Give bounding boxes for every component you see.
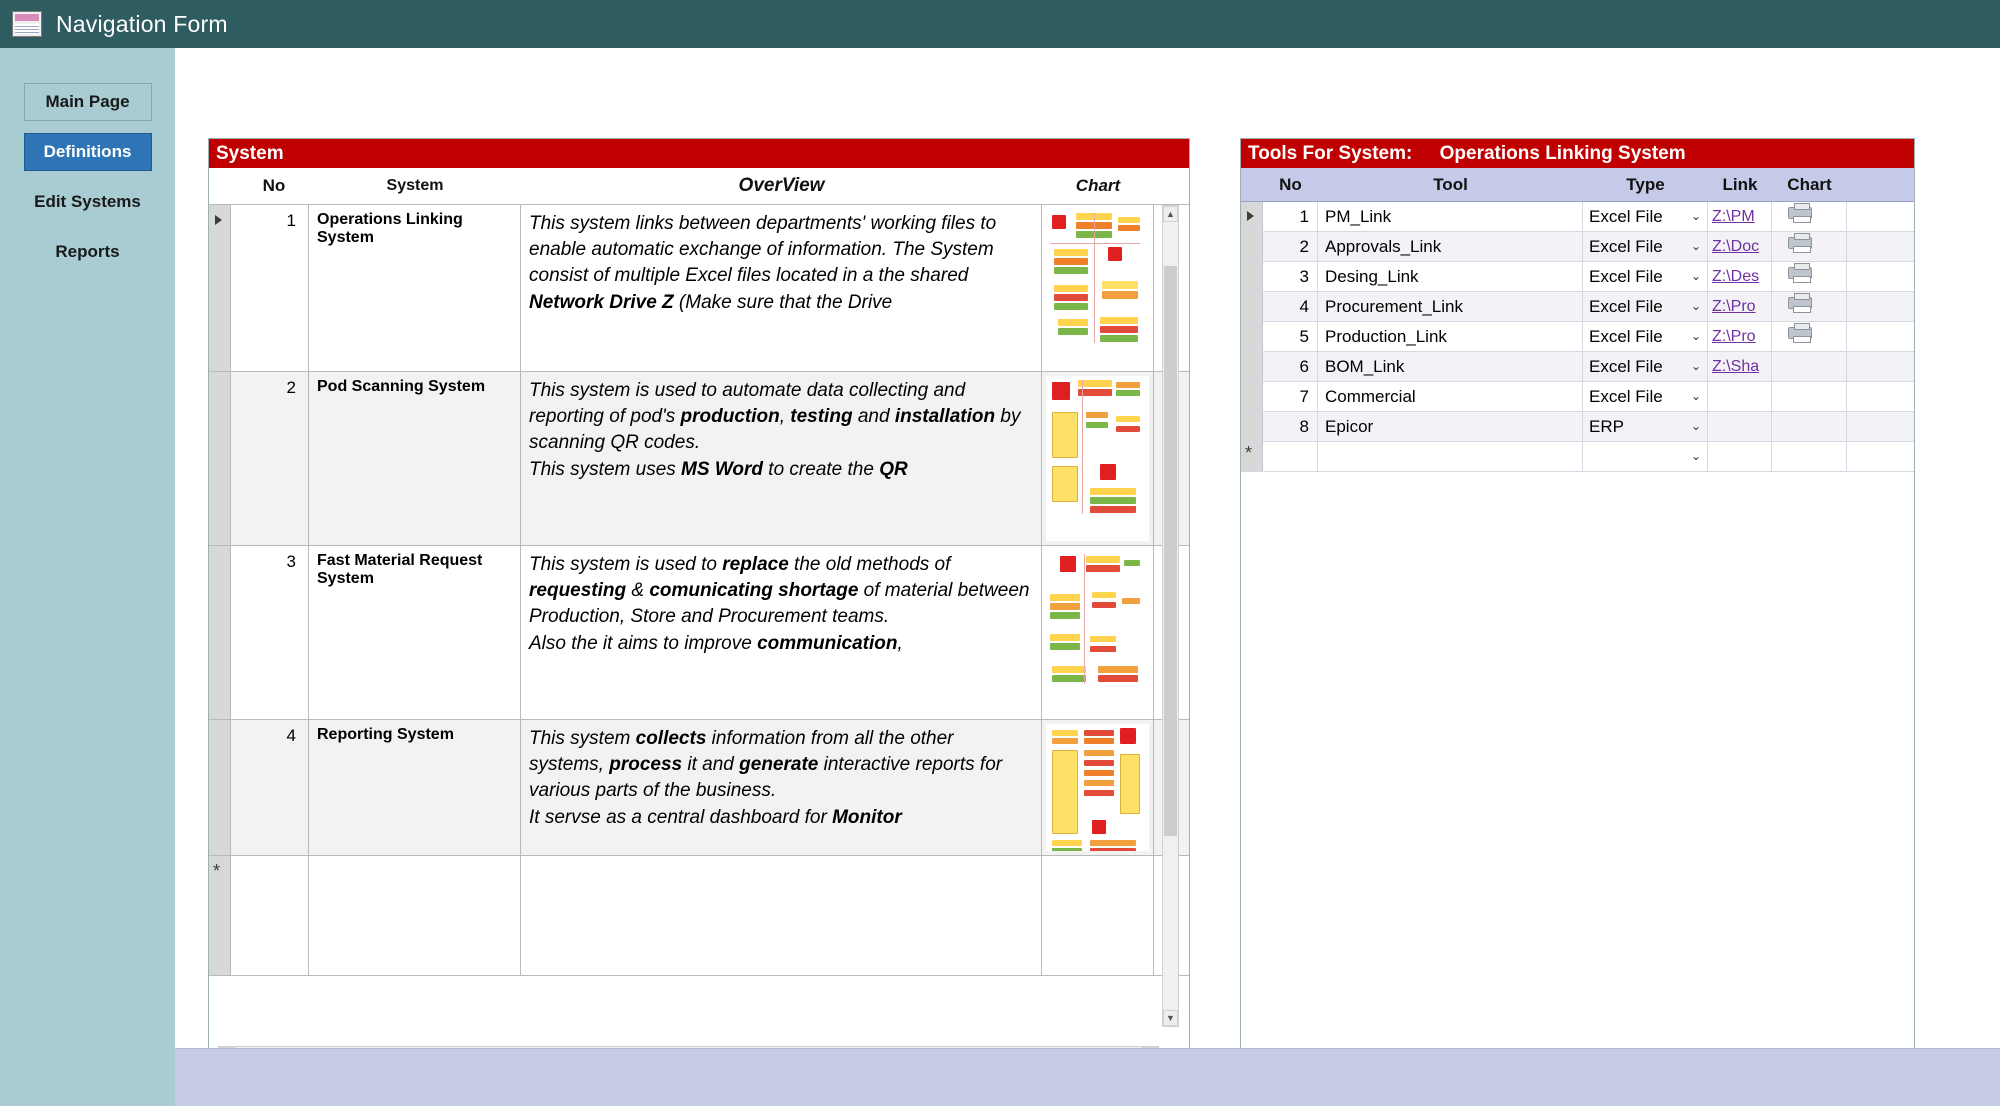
system-name: Operations Linking System [309,205,521,371]
printer-icon [1788,267,1812,279]
systems-vertical-scrollbar[interactable] [1162,205,1179,1027]
tool-type-value: Excel File [1589,327,1663,346]
chevron-down-icon[interactable]: ⌄ [1690,329,1702,343]
new-record-selector[interactable] [1241,442,1263,471]
tool-name[interactable]: PM_Link [1318,202,1583,231]
tools-col-no[interactable]: No [1279,175,1302,194]
system-name: Pod Scanning System [309,372,521,545]
row-selector[interactable] [1241,232,1263,261]
tool-type-value: Excel File [1589,357,1663,376]
scroll-thumb[interactable] [1164,266,1177,836]
printer-icon [1788,207,1812,219]
systems-header-title: System [216,143,284,164]
tools-col-tool[interactable]: Tool [1433,175,1468,194]
row-selector[interactable] [1241,262,1263,291]
tool-link[interactable]: Z:\PM [1708,202,1772,231]
chevron-down-icon[interactable]: ⌄ [1690,299,1702,313]
tool-name[interactable]: Production_Link [1318,322,1583,351]
system-name: Fast Material Request System [309,546,521,719]
tools-col-chart[interactable]: Chart [1787,175,1832,194]
system-no: 2 [231,372,309,545]
system-name-blank[interactable] [309,856,521,975]
tool-no: 8 [1263,412,1318,441]
tool-link[interactable]: Z:\Pro [1708,322,1772,351]
sidebar-item-main-page[interactable]: Main Page [24,83,152,121]
printer-icon [1788,237,1812,249]
tool-type[interactable] [1583,322,1708,351]
system-chart-thumbnail[interactable] [1042,372,1154,545]
tool-type-value: Excel File [1589,207,1663,226]
systems-selector-header [209,180,231,192]
tool-name[interactable]: Approvals_Link [1318,232,1583,261]
tool-link[interactable]: Z:\Sha [1708,352,1772,381]
flow-chart-icon [1046,724,1149,851]
table-row[interactable] [1241,352,1914,382]
system-overview: This system is used to replace the old methods of requesting & comunicating shortage of material between Production, Store and Procurement teams. Also the it aims to improve communication, [521,546,1042,719]
tool-no: 7 [1263,382,1318,411]
chevron-down-icon[interactable]: ⌄ [1690,209,1702,223]
tool-type[interactable] [1583,292,1708,321]
new-record-selector[interactable] [209,856,231,975]
printer-icon [1788,327,1812,339]
table-row[interactable] [1241,202,1914,232]
tool-no: 4 [1263,292,1318,321]
tool-chart[interactable] [1772,382,1847,411]
body-area [0,48,2000,1106]
tool-type[interactable] [1583,412,1708,441]
table-row[interactable] [209,720,1189,856]
tools-col-link[interactable]: Link [1722,175,1758,194]
tools-header-title: Tools For System: [1248,143,1413,164]
table-row[interactable] [209,372,1189,546]
title-bar [0,0,2000,48]
tool-no: 2 [1263,232,1318,261]
tools-subform [1240,138,1915,1068]
tool-no-blank[interactable] [1263,442,1318,471]
tool-no: 5 [1263,322,1318,351]
table-row[interactable] [209,546,1189,720]
tools-column-headers [1241,168,1914,202]
new-record-row[interactable] [209,856,1189,976]
tool-name-blank[interactable] [1318,442,1583,471]
systems-col-chart[interactable]: Chart [1075,176,1121,195]
tools-selector-header [1241,168,1263,201]
systems-col-no[interactable]: No [262,176,286,195]
systems-subform [208,138,1190,1068]
row-selector[interactable] [1241,412,1263,441]
chevron-down-icon[interactable]: ⌄ [1690,449,1702,463]
row-selector[interactable] [209,720,231,855]
row-selector[interactable] [1241,352,1263,381]
form-icon [12,11,42,37]
sidebar-item-edit-systems[interactable]: Edit Systems [34,192,141,211]
system-no: 3 [231,546,309,719]
tools-col-type[interactable]: Type [1626,175,1665,194]
chevron-down-icon[interactable]: ⌄ [1690,239,1702,253]
bottom-strip [175,1048,2000,1106]
tools-rows [1241,202,1914,1106]
table-row[interactable] [1241,262,1914,292]
sidebar-item-definitions[interactable]: Definitions [24,133,152,171]
tool-type-value: Excel File [1589,267,1663,286]
tool-type[interactable] [1583,202,1708,231]
scroll-up-icon[interactable]: ▲ [1163,206,1178,222]
tool-type[interactable] [1583,232,1708,261]
tool-type-value: Excel File [1589,297,1663,316]
table-row[interactable] [1241,232,1914,262]
row-selector[interactable] [209,546,231,719]
tool-link[interactable]: Z:\Doc [1708,232,1772,261]
system-chart-thumbnail[interactable] [1042,720,1154,855]
tool-chart[interactable] [1772,322,1847,351]
tool-name[interactable]: Epicor [1318,412,1583,441]
system-overview: This system is used to automate data collecting and reporting of pod's production, testing and installation by scanning QR codes. This system uses MS Word to create the QR [521,372,1042,545]
chevron-down-icon[interactable]: ⌄ [1690,389,1702,403]
system-chart-thumbnail[interactable] [1042,546,1154,719]
tool-link-blank[interactable] [1708,442,1772,471]
tool-type-value: ERP [1589,417,1624,436]
tool-type-value: Excel File [1589,387,1663,406]
tool-chart[interactable] [1772,412,1847,441]
system-no: 1 [231,205,309,371]
navigation-pane [0,48,175,1106]
system-chart-thumbnail[interactable] [1042,205,1154,371]
tool-chart[interactable] [1772,262,1847,291]
tool-name[interactable]: Desing_Link [1318,262,1583,291]
tool-chart-blank[interactable] [1772,442,1847,471]
tools-header-system: Operations Linking System [1439,143,1686,164]
systems-column-headers [209,168,1189,205]
systems-header-bar [209,139,1189,168]
content-area [175,48,2000,1106]
flow-chart-icon [1046,376,1149,541]
tool-chart[interactable] [1772,352,1847,381]
system-overview-blank[interactable] [521,856,1042,975]
row-selector[interactable] [1241,322,1263,351]
flow-chart-icon [1046,550,1149,715]
tool-name[interactable]: Commercial [1318,382,1583,411]
system-overview: This system collects information from all the other systems, process it and generate interactive reports for various parts of the business. It servse as a central dashboard for Monitor [521,720,1042,855]
systems-rows [209,205,1189,976]
tool-type-value: Excel File [1589,237,1663,256]
new-record-marker: * [213,861,221,881]
table-row[interactable] [1241,382,1914,412]
tool-no: 3 [1263,262,1318,291]
flow-chart-icon [1046,209,1149,367]
tool-no: 6 [1263,352,1318,381]
systems-rows-viewport [209,205,1189,1044]
row-selector[interactable] [1241,382,1263,411]
row-selector[interactable] [1241,292,1263,321]
sidebar-item-reports[interactable]: Reports [55,242,120,261]
tool-chart[interactable] [1772,202,1847,231]
system-name: Reporting System [309,720,521,855]
table-row[interactable] [1241,292,1914,322]
row-selector[interactable] [209,205,231,371]
system-no: 4 [231,720,309,855]
row-selector[interactable] [1241,202,1263,231]
tool-link[interactable]: Z:\Des [1708,262,1772,291]
system-no-blank[interactable] [231,856,309,975]
system-overview: This system links between departments' working files to enable automatic exchange of information. The System consist of multiple Excel files located in a the shared Network Drive Z (Make sure that the Drive [521,205,1042,371]
new-record-row[interactable] [1241,442,1914,472]
tool-link[interactable] [1708,382,1772,411]
content-inner [175,48,2000,1048]
tool-chart[interactable] [1772,232,1847,261]
system-chart-blank[interactable] [1042,856,1154,975]
table-row[interactable] [1241,412,1914,442]
tool-name[interactable]: Procurement_Link [1318,292,1583,321]
tool-link[interactable] [1708,412,1772,441]
chevron-down-icon[interactable]: ⌄ [1690,359,1702,373]
tool-type[interactable] [1583,382,1708,411]
systems-col-overview[interactable]: OverView [738,174,825,196]
row-selector[interactable] [209,372,231,545]
chevron-down-icon[interactable]: ⌄ [1690,419,1702,433]
systems-col-system[interactable]: System [386,177,444,194]
chevron-down-icon[interactable]: ⌄ [1690,269,1702,283]
table-row[interactable] [1241,322,1914,352]
tools-header-bar [1241,139,1914,168]
tool-type[interactable] [1583,352,1708,381]
tool-type-blank[interactable] [1583,442,1708,471]
tool-name[interactable]: BOM_Link [1318,352,1583,381]
new-record-marker: * [1245,443,1253,463]
tool-chart[interactable] [1772,292,1847,321]
scroll-down-icon[interactable]: ▼ [1163,1010,1178,1026]
page-title: Navigation Form [56,10,228,37]
table-row[interactable] [209,205,1189,372]
tool-link[interactable]: Z:\Pro [1708,292,1772,321]
printer-icon [1788,297,1812,309]
tool-type[interactable] [1583,262,1708,291]
tool-no: 1 [1263,202,1318,231]
